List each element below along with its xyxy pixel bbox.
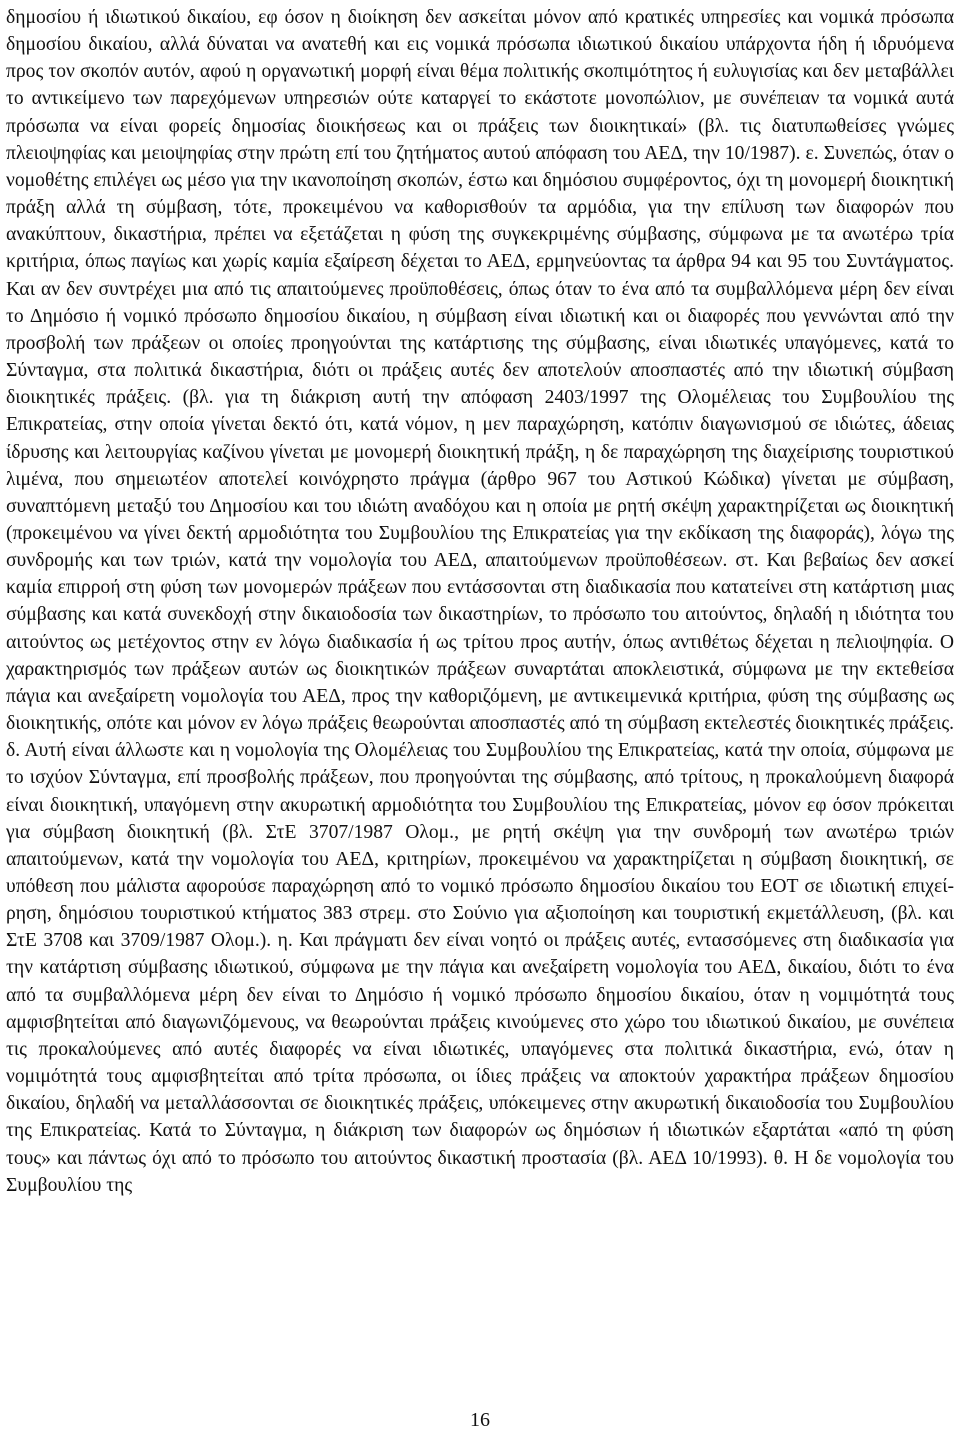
body-paragraph: δημοσίου ή ιδιωτικού δικαίου, εφ όσον η διοίκηση δεν ασκείται μόνον από κρατικές υπηρεσίες και νομικά πρόσωπα δημοσίου δικαίου, αλλά δύναται να ανατεθή και εις νομικά πρόσωπα ιδιωτικού δικαίου υπάρχοντα ήδη ή ιδρυόμενα προς τον σκοπόν αυτόν, αφού η οργανωτική μορφή είναι θέμα πολιτικής σκοπιμότητος ή ευλυγισίας και δεν μεταβάλλει το αντικείμενο των παρεχόμενων υπηρεσιών ούτε καταργεί το εκάστοτε μονοπώλιον, με συνέπειαν τα νομικά αυτά πρόσωπα να είναι φορείς δημοσίας διοικήσεως και οι πράξεις των διοικητικαί» (βλ. τις διατυπωθείσες γνώμες πλειοψηφίας και μειοψηφίας στην πρώτη επί του ζητήματος αυτού απόφαση του ΑΕΔ, την 10/1987). ε. Συνεπώς, όταν ο νομοθέτης επιλέγει ως μέσο για την ικανοποίηση σκοπών, έστω και δημόσιου συμφέροντος, όχι τη μονομερή διοικητική πράξη αλλά τη σύμβαση, τότε, προκειμένου να καθορισθούν τα αρμόδια, για την επίλυση των διαφορών που ανακύπτουν, δικαστήρια, πρέπει να εξετάζεται η φύση της συγκεκριμένης σύμβασης, σύμφωνα με τα ανωτέρω τρία κριτήρια, όπως παγίως και χωρίς καμία εξαίρεση δέχεται το ΑΕΔ, ερμηνεύοντας τα άρθρα 94 και 95 του Συντάγματος. Και αν δεν συντρέχει μια από τις απαιτούμενες προϋποθέσεις, όπως όταν το ένα από τα συμβαλλόμενα μέρη δεν είναι το Δημόσιο ή νομικό πρόσωπο δημοσίου δικαίου, η σύμβαση είναι ιδιωτική και οι διαφορές που γεννώνται από την προσβολή των πράξεων οι οποίες προηγούνται της κατάρτισης της σύμβασης, είναι ιδιωτικές υπαγόμενες, κατά το Σύνταγμα, στα πολιτικά δικαστήρια, διότι οι πράξεις αυτές δεν αποτελούν αποσπαστές από την ιδιωτική σύμβαση διοικητικές πράξεις. (βλ. για τη διάκριση αυτή την απόφαση 2403/1997 της Ολομέλειας του Συμβουλίου της Επικρατείας, στην οποία γίνεται δεκτό ότι, κατά νόμον, η μεν παραχώρηση, κατόπιν διαγωνισμού σε ιδιώτες, άδειας ίδρυσης και λειτουργίας καζίνου γίνεται με μονομερή διοικητική πράξη, η δε παραχώρηση της διαχείρισης τουριστικού λιμένα, που σημειωτέον αποτελεί κοινόχρηστο πράγμα (άρθρο 967 του Αστικού Κώδικα) γίνεται με σύμβαση, συναπτόμενη μεταξύ του Δημοσίου και του ιδιώτη αναδόχου και η οποία με ρητή σκέψη χαρακτηρίζεται ως διοικητική (προκειμένου να γίνει δεκτή αρμοδιότητα του Συμβουλίου της Επικρατείας για την εκδίκαση της διαφοράς), λόγω της συνδρομής και των τριών, κατά την νομολογία του ΑΕΔ, απαιτούμενων προϋποθέσεων. στ. Και βεβαίως δεν ασκεί καμία επιρροή στη φύση των μονομερών πράξεων που εντάσσονται στη διαδικασία που κατατείνει στη κατάρτιση μιας σύμβασης και κατά συνεκδοχή στην δικαιοδοσία των δικαστηρίων, το πρόσωπο του αιτούντος, δηλαδή η ιδιότητα του αιτούντος ως μετέχοντος στην εν λόγω διαδικασία ή ως τρίτου προς αυτήν, όπως αντιθέτως δέχεται η πελιοψηφία. Ο χαρακτηρισμός των πράξεων αυτών ως διοικητικών πράξεων συναρτάται αποκλειστικά, σύμφωνα με την εκτεθείσα πάγια και ανεξαίρετη νομολογία του ΑΕΔ, προς την καθοριζόμενη, με αντικειμενικά κριτήρια, φύση της σύμβασης ως διοικητικής, οπότε και μόνον εν λόγω πράξεις θεωρούνται αποσπαστές από τη σύμβαση εκτελεστές διοικητικές πράξεις. δ. Αυτή είναι άλλωστε και η νομολογία της Ολομέλειας του Συμβουλίου της Επικρατείας, κατά την οποία, σύμφωνα με το ισχύον Σύνταγμα, επί προσβολής πράξεων, που προηγούνται της σύμβασης, από τρίτους, η προκαλούμενη διαφορά είναι διοικητική, υπαγόμενη στην ακυρωτική αρμοδιότητα του Συμβουλίου της Επικρατείας, μόνον εφ όσον πρόκειται για σύμβαση διοικητική (βλ. ΣτΕ 3707/1987 Ολομ., με ρητή σκέψη για την συνδρομή των ανωτέρω τριών απαιτούμενων, κατά την νομολογία του ΑΕΔ, κριτηρίων, προκειμένου να χαρακτηρίζεται η σύμβαση διοικητική, σε υπόθεση που μάλιστα αφορούσε παραχώρηση από το νομικό πρόσωπο δημοσίου δικαίου του ΕΟΤ σε ιδιωτική επιχείρηση, δημόσιου τουριστικού κτήματος 383 στρεμ. στο Σούνιο για αξιοποίηση και τουριστική εκμετάλλευση, (βλ. και ΣτΕ 3708 και 3709/1987 Ολομ.). η. Και πράγματι δεν είναι νοητό οι πράξεις αυτές, εντασσόμενες στη διαδικασία για την κατάρτιση σύμβασης ιδιωτικού, σύμφωνα με την πάγια και ανεξαίρετη νομολογία του ΑΕΔ, δικαίου, διότι το ένα από τα συμβαλλόμενα μέρη δεν είναι το Δημόσιο ή νομικό πρόσωπο δημοσίου δικαίου, όταν η νομιμότητά τους αμφισβητείται από διαγωνιζόμενους, να θεωρούνται πράξεις κινούμενες στο χώρο του ιδιωτικού δικαίου, με συνέπεια τις προκαλούμενες από αυτές διαφορές να είναι ιδιωτικές, υπαγόμενες στα πολιτικά δικαστήρια, ενώ, όταν η νομιμότητά τους αμφισβητείται από τρίτα πρόσωπα, οι ίδιες πράξεις να αποκτούν χαρακτήρα πράξεων δημοσίου δικαίου, δηλαδή να μεταλλάσσονται σε διοικητικές πράξεις, υπόκειμενες στην ακυρωτική δικαιοδοσία του Συμβουλίου της Επικρατείας. Κατά το Σύνταγμα, η διάκριση των διαφορών ως δημόσιων ή ιδιωτικών εξαρτάται «από τη φύση τους» και πάντως όχι από το πρόσωπο του αιτούντος δικαστική προστασία (βλ. ΑΕΔ 10/1993). θ. Η δε νομολογία του Συμβουλίου της [6,7,954,1196]
page-number: 16 [470,1409,490,1431]
